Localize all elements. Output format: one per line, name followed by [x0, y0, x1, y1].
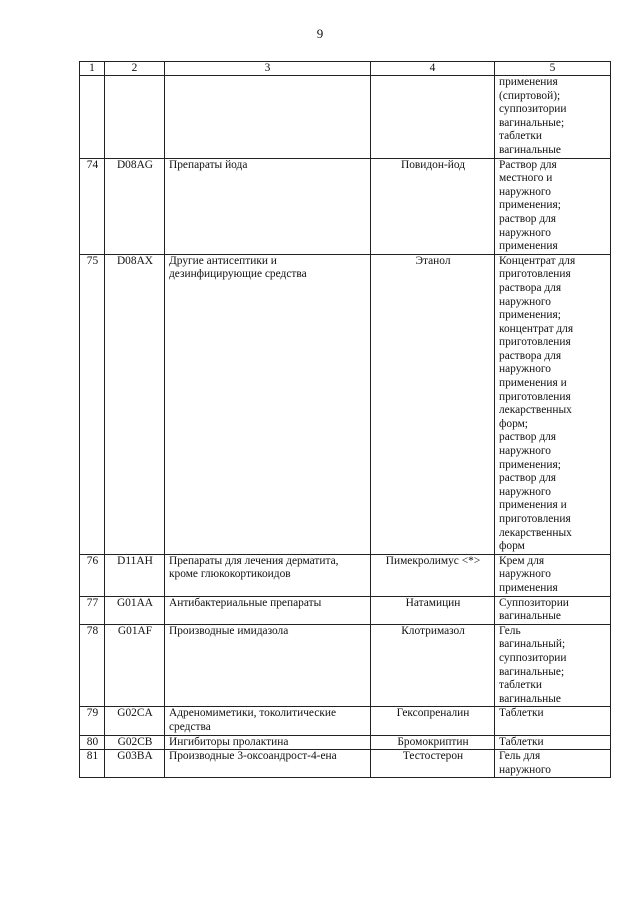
- dosage-form-line: лекарственных: [499, 404, 572, 417]
- dosage-form-line: вагинальные;: [499, 116, 565, 129]
- dosage-form-line: наружного: [499, 763, 551, 776]
- dosage-form-line: приготовления: [499, 268, 571, 281]
- dosage-form: [495, 596, 611, 624]
- pharmacological-group: Другие антисептики и дезинфицирующие средства: [165, 254, 371, 554]
- dosage-form: [495, 76, 611, 159]
- inn-name: Гексопреналин: [371, 707, 495, 735]
- dosage-form-line: форм: [499, 540, 525, 553]
- pharmacological-group: [165, 76, 371, 159]
- table-row: [80, 624, 611, 707]
- dosage-form-line: применения: [499, 76, 558, 88]
- dosage-form-line: применения и: [499, 377, 567, 390]
- dosage-form-line: наружного: [499, 485, 551, 498]
- dosage-form-line: наружного: [499, 185, 551, 198]
- dosage-form-line: Таблетки: [499, 707, 544, 720]
- row-number: 80: [80, 735, 105, 750]
- dosage-form-line: раствора для: [499, 349, 562, 362]
- header-col-2: 2: [105, 62, 165, 76]
- dosage-form-line: вагинальный;: [499, 638, 566, 651]
- header-col-4: 4: [371, 62, 495, 76]
- table-body: [80, 76, 611, 778]
- atc-code: D11AH: [105, 554, 165, 596]
- dosage-form-line: суппозитории: [499, 103, 567, 116]
- dosage-form-line: Концентрат для: [499, 254, 576, 267]
- atc-code: G02CA: [105, 707, 165, 735]
- dosage-form-line: наружного: [499, 226, 551, 239]
- row-number: 76: [80, 554, 105, 596]
- dosage-form: [495, 735, 611, 750]
- dosage-form-line: раствор для: [499, 431, 557, 444]
- inn-name: Повидон-йод: [371, 158, 495, 254]
- pharmacological-group: Производные имидазола: [165, 624, 371, 707]
- table-row: [80, 158, 611, 254]
- dosage-form-line: наружного: [499, 568, 551, 581]
- dosage-form-line: лекарственных: [499, 526, 572, 539]
- dosage-form-line: вагинальные;: [499, 665, 565, 678]
- row-number: [80, 76, 105, 159]
- table-row: [80, 735, 611, 750]
- dosage-form-line: (спиртовой);: [499, 89, 561, 102]
- row-number: 75: [80, 254, 105, 554]
- dosage-form-line: применения и: [499, 499, 567, 512]
- dosage-form-line: форм;: [499, 417, 528, 430]
- inn-name: [371, 76, 495, 159]
- row-number: 81: [80, 750, 105, 778]
- atc-code: [105, 76, 165, 159]
- header-col-5: 5: [495, 62, 611, 76]
- dosage-form-line: наружного: [499, 445, 551, 458]
- pharmacological-group: Антибактериальные препараты: [165, 596, 371, 624]
- dosage-form: [495, 254, 611, 554]
- row-number: 79: [80, 707, 105, 735]
- dosage-form-line: вагинальные: [499, 610, 561, 623]
- dosage-form-line: применения;: [499, 309, 561, 322]
- pharmacological-group: Адреномиметики, токолитические средства: [165, 707, 371, 735]
- atc-code: G02CB: [105, 735, 165, 750]
- dosage-form: [495, 554, 611, 596]
- dosage-form-line: применения: [499, 240, 558, 253]
- dosage-form-line: вагинальные: [499, 143, 561, 156]
- dosage-form-line: Раствор для: [499, 158, 557, 171]
- drug-table: [79, 61, 611, 778]
- dosage-form-line: Крем для: [499, 554, 545, 567]
- dosage-form-line: суппозитории: [499, 651, 567, 664]
- table-row: [80, 254, 611, 554]
- dosage-form-line: вагинальные: [499, 692, 561, 705]
- dosage-form-line: Суппозитории: [499, 596, 569, 609]
- atc-code: G01AA: [105, 596, 165, 624]
- pharmacological-group: Производные 3-оксоандрост-4-ена: [165, 750, 371, 778]
- dosage-form-line: таблетки: [499, 130, 543, 143]
- atc-code: D08AG: [105, 158, 165, 254]
- inn-name: Этанол: [371, 254, 495, 554]
- atc-code: D08AX: [105, 254, 165, 554]
- row-number: 74: [80, 158, 105, 254]
- dosage-form-line: Гель: [499, 624, 521, 637]
- dosage-form-line: раствор для: [499, 212, 557, 225]
- dosage-form-line: применения: [499, 581, 558, 594]
- dosage-form: [495, 624, 611, 707]
- dosage-form-line: наружного: [499, 295, 551, 308]
- pharmacological-group: Препараты для лечения дерматита, кроме глюкокортикоидов: [165, 554, 371, 596]
- atc-code: G03BA: [105, 750, 165, 778]
- page-number: 9: [316, 26, 324, 41]
- dosage-form-line: таблетки: [499, 679, 543, 692]
- dosage-form-line: применения;: [499, 199, 561, 212]
- row-number: 77: [80, 596, 105, 624]
- dosage-form-line: концентрат для: [499, 322, 574, 335]
- table-row: [80, 554, 611, 596]
- dosage-form-line: раствора для: [499, 281, 562, 294]
- inn-name: Клотримазол: [371, 624, 495, 707]
- row-number: 78: [80, 624, 105, 707]
- table-row: [80, 707, 611, 735]
- dosage-form-line: наружного: [499, 363, 551, 376]
- inn-name: Натамицин: [371, 596, 495, 624]
- dosage-form-line: Таблетки: [499, 735, 544, 748]
- dosage-form-line: местного и: [499, 172, 553, 185]
- table-row: [80, 76, 611, 159]
- dosage-form-line: Гель для: [499, 750, 541, 763]
- dosage-form-line: приготовления: [499, 513, 571, 525]
- header-col-3: 3: [165, 62, 371, 76]
- dosage-form-line: приготовления: [499, 390, 571, 403]
- table-row: [80, 596, 611, 624]
- atc-code: G01AF: [105, 624, 165, 707]
- header-row: [80, 62, 611, 76]
- dosage-form-line: раствор для: [499, 472, 557, 485]
- dosage-form: [495, 750, 611, 778]
- header-col-1: 1: [80, 62, 105, 76]
- inn-name: Тестостерон: [371, 750, 495, 778]
- dosage-form: [495, 707, 611, 735]
- dosage-form-line: приготовления: [499, 336, 571, 349]
- dosage-form: [495, 158, 611, 254]
- pharmacological-group: Ингибиторы пролактина: [165, 735, 371, 750]
- inn-name: Пимекролимус <*>: [371, 554, 495, 596]
- pharmacological-group: Препараты йода: [165, 158, 371, 254]
- table-row: [80, 750, 611, 778]
- dosage-form-line: применения;: [499, 458, 561, 471]
- inn-name: Бромокриптин: [371, 735, 495, 750]
